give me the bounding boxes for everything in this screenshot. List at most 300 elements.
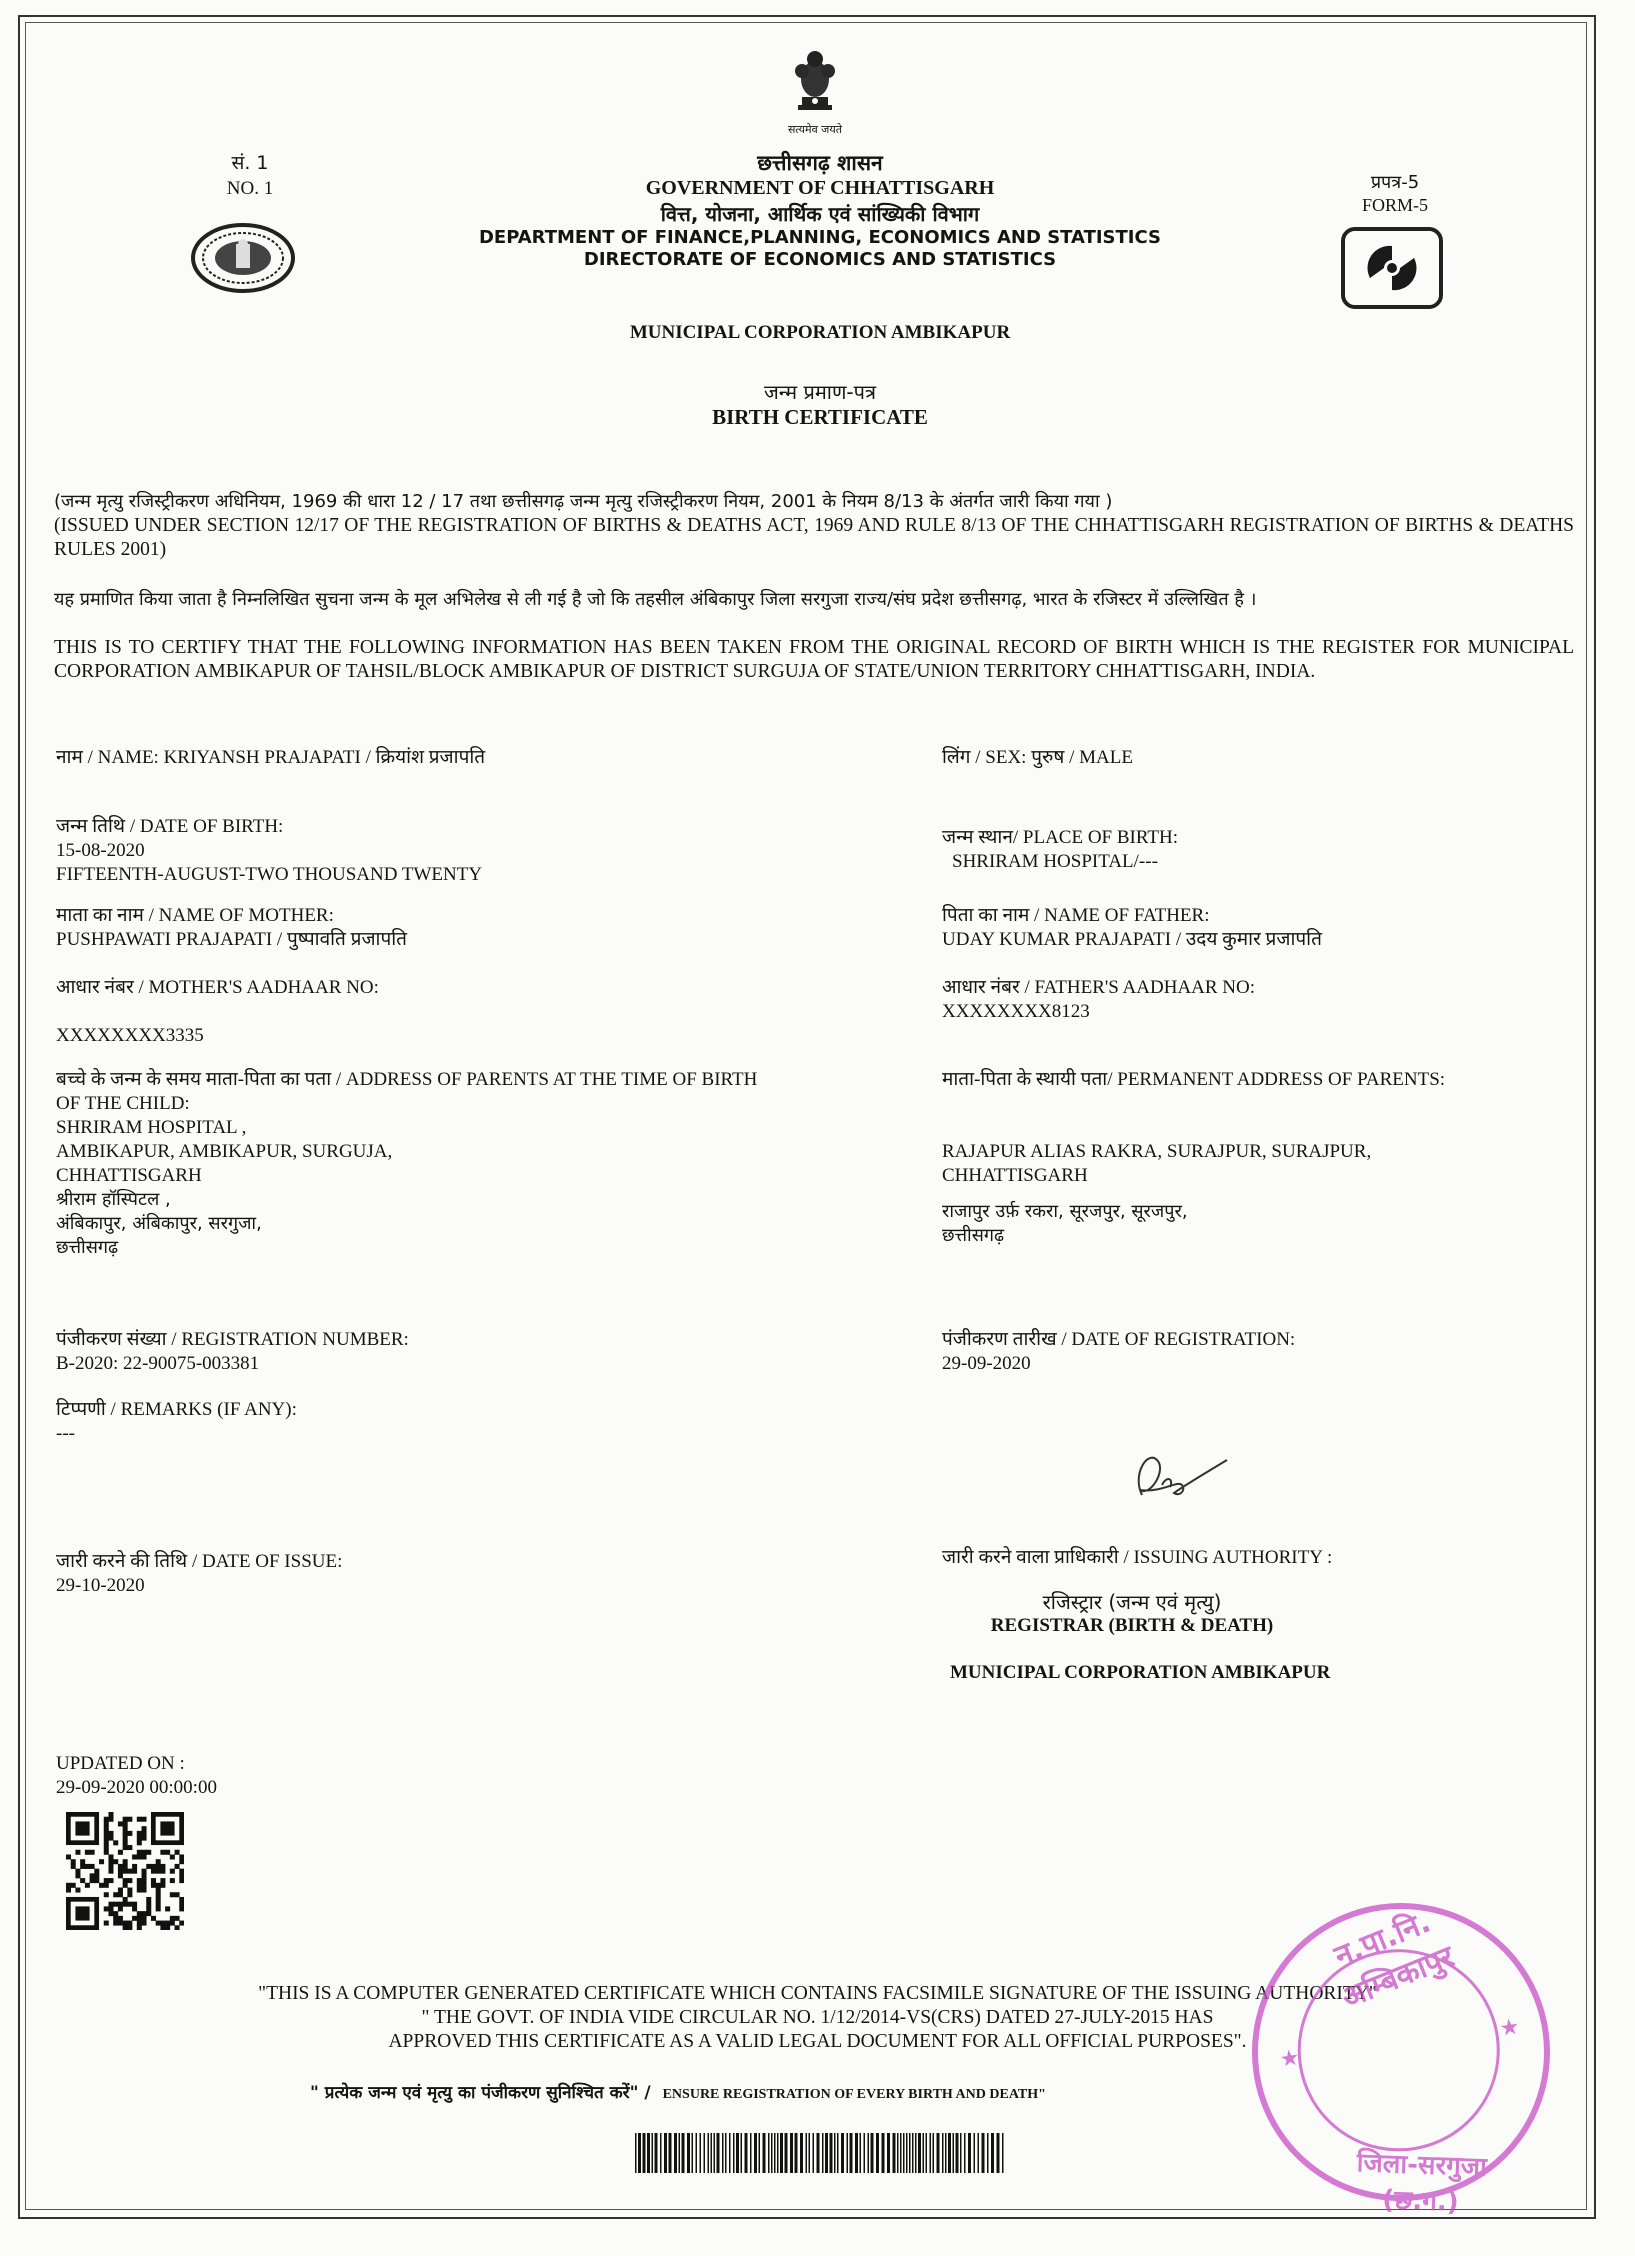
- barcode-bar: [926, 2133, 928, 2173]
- birth-address-line-en: SHRIRAM HOSPITAL ,: [56, 1117, 247, 1138]
- barcode-bar: [933, 2133, 935, 2173]
- stamp-star-icon: ★: [1278, 2045, 1302, 2073]
- qr-module: [66, 1883, 71, 1888]
- qr-module: [108, 1869, 113, 1874]
- qr-module: [104, 1821, 109, 1826]
- qr-module: [156, 1883, 161, 1888]
- qr-module: [118, 1864, 123, 1869]
- mother-name-value: PUSHPAWATI PRAJAPATI / पुष्पावति प्रजापति: [56, 929, 408, 950]
- barcode-bar: [906, 2133, 908, 2173]
- barcode-bar: [768, 2133, 770, 2173]
- birth-address-label: बच्चे के जन्म के समय माता-पिता का पता / ADDRESS OF PARENTS AT THE TIME OF BIRTH: [56, 1069, 758, 1090]
- qr-module: [132, 1864, 137, 1869]
- qr-module: [170, 1878, 175, 1883]
- registrar-title-en: REGISTRAR (BIRTH & DEATH): [990, 1615, 1274, 1636]
- qr-module: [142, 1878, 147, 1883]
- qr-module: [108, 1906, 113, 1911]
- barcode: [635, 2133, 1005, 2173]
- barcode-bar: [953, 2133, 955, 2173]
- qr-module: [156, 1869, 161, 1874]
- barcode-bar: [763, 2133, 766, 2173]
- qr-module: [142, 1836, 147, 1841]
- barcode-bar: [960, 2133, 962, 2173]
- barcode-bar: [991, 2133, 994, 2173]
- barcode-bar: [736, 2133, 739, 2173]
- qr-module: [151, 1869, 156, 1874]
- barcode-bar: [987, 2133, 989, 2173]
- qr-module: [123, 1902, 128, 1907]
- birth-address-line-en: AMBIKAPUR, AMBIKAPUR, SURGUJA,: [56, 1141, 393, 1162]
- qr-module: [127, 1831, 132, 1836]
- authority-organisation: MUNICIPAL CORPORATION AMBIKAPUR: [950, 1662, 1331, 1683]
- qr-module: [137, 1921, 142, 1926]
- barcode-bar: [912, 2133, 914, 2173]
- barcode-bar: [647, 2133, 650, 2173]
- permanent-address-line-hi: छत्तीसगढ़: [942, 1225, 1005, 1246]
- qr-module: [118, 1921, 123, 1926]
- qr-finder: [160, 1821, 174, 1835]
- qr-module: [142, 1873, 147, 1878]
- qr-module: [108, 1864, 113, 1869]
- qr-module: [132, 1906, 137, 1911]
- sex: लिंग / SEX: पुरुष / MALE: [942, 747, 1133, 768]
- qr-module: [142, 1888, 147, 1893]
- barcode-bar: [643, 2133, 646, 2173]
- qr-module: [118, 1902, 123, 1907]
- qr-module: [146, 1850, 151, 1855]
- qr-module: [113, 1902, 118, 1907]
- barcode-bar: [806, 2133, 808, 2173]
- barcode-bar: [722, 2133, 724, 2173]
- barcode-bar: [893, 2133, 896, 2173]
- birth-address-label-cont: OF THE CHILD:: [56, 1093, 190, 1114]
- barcode-bar: [830, 2133, 833, 2173]
- qr-module: [160, 1869, 165, 1874]
- qr-module: [127, 1878, 132, 1883]
- qr-module: [170, 1921, 175, 1926]
- barcode-bar: [855, 2133, 858, 2173]
- registration-number-block: [56, 1328, 409, 1376]
- barcode-bar: [847, 2133, 849, 2173]
- footer-note: " THE GOVT. OF INDIA VIDE CIRCULAR NO. 1/12/2014-VS(CRS) DATED 27-JULY-2015 HAS: [421, 2007, 1214, 2028]
- qr-module: [132, 1869, 137, 1874]
- barcode-bar: [733, 2133, 735, 2173]
- barcode-bar: [997, 2133, 1000, 2173]
- qr-module: [104, 1906, 109, 1911]
- footer-note: APPROVED THIS CERTIFICATE AS A VALID LEGAL DOCUMENT FOR ALL OFFICIAL PURPOSES".: [388, 2031, 1247, 2052]
- serial-number-en: NO. 1: [226, 178, 274, 199]
- barcode-bar: [692, 2133, 694, 2173]
- issued-under-hi: (जन्म मृत्यु रजिस्ट्रीकरण अधिनियम, 1969 की धारा 12 / 17 तथा छत्तीसगढ़ जन्म मृत्यु रजिस्ट्रीकरण नियम, 2001 के नियम 8/13 के अंतर्गत जारी किया गया ): [54, 491, 1113, 512]
- qr-module: [123, 1845, 128, 1850]
- directorate-logo-icon: [1340, 226, 1444, 310]
- date-of-birth-block: [56, 815, 482, 887]
- department-title-en: DEPARTMENT OF FINANCE,PLANNING, ECONOMICS AND STATISTICS: [478, 227, 1162, 248]
- qr-module: [104, 1826, 109, 1831]
- barcode-bar: [687, 2133, 690, 2173]
- form-number-block: [1345, 172, 1445, 216]
- qr-module: [104, 1883, 109, 1888]
- barcode-bar: [900, 2133, 902, 2173]
- registration-date-label: पंजीकरण तारीख / DATE OF REGISTRATION:: [942, 1329, 1296, 1350]
- qr-module: [123, 1925, 128, 1930]
- qr-module: [151, 1916, 156, 1921]
- qr-module: [170, 1916, 175, 1921]
- qr-module: [123, 1836, 128, 1841]
- barcode-bar: [923, 2133, 925, 2173]
- barcode-bar: [771, 2133, 773, 2173]
- certify-statement-hi: यह प्रमाणित किया जाता है निम्नलिखित सुचना जन्म के मूल अभिलेख से ली गई है जो कि तहसील अंबिकापुर जिला सरगुजा राज्य/संघ प्रदेश छत्तीसगढ़, भारत के रजिस्टर में उल्लिखित है ।: [54, 589, 1257, 610]
- barcode-bar: [679, 2133, 681, 2173]
- qr-module: [75, 1888, 80, 1893]
- barcode-bar: [696, 2133, 698, 2173]
- father-name-value: UDAY KUMAR PRAJAPATI / उदय कुमार प्रजापति: [942, 929, 1322, 950]
- place-of-birth-value: SHRIRAM HOSPITAL/---: [952, 851, 1158, 872]
- qr-module: [142, 1911, 147, 1916]
- qr-module: [156, 1888, 161, 1893]
- serial-number-hi: सं. 1: [231, 152, 269, 174]
- qr-module: [127, 1869, 132, 1874]
- qr-module: [108, 1859, 113, 1864]
- qr-module: [90, 1864, 95, 1869]
- barcode-bar: [956, 2133, 959, 2173]
- stamp-top-text: न.पा.नि. अम्बिकापुर: [1329, 1904, 1460, 2016]
- barcode-bar: [817, 2133, 820, 2173]
- qr-module: [108, 1854, 113, 1859]
- qr-module: [151, 1878, 156, 1883]
- birth-address-line-hi: श्रीराम हॉस्पिटल ,: [56, 1189, 171, 1210]
- qr-module: [179, 1869, 184, 1874]
- father-name-block: [942, 904, 1322, 952]
- qr-module: [104, 1836, 109, 1841]
- barcode-bar: [822, 2133, 824, 2173]
- qr-module: [108, 1902, 113, 1907]
- qr-module: [123, 1840, 128, 1845]
- qr-module: [127, 1845, 132, 1850]
- barcode-bar: [1002, 2133, 1004, 2173]
- qr-module: [90, 1873, 95, 1878]
- qr-module: [80, 1859, 85, 1864]
- qr-module: [132, 1854, 137, 1859]
- barcode-bar: [660, 2133, 662, 2173]
- updated-on-value: 29-09-2020 00:00:00: [56, 1777, 217, 1798]
- qr-module: [137, 1888, 142, 1893]
- government-title-en: GOVERNMENT OF CHHATTISGARH: [645, 177, 995, 199]
- updated-on-block: [56, 1752, 217, 1800]
- qr-module: [132, 1916, 137, 1921]
- qr-module: [160, 1883, 165, 1888]
- barcode-bar: [700, 2133, 702, 2173]
- qr-module: [85, 1850, 90, 1855]
- form-number-hi: प्रपत्र-5: [1370, 172, 1420, 193]
- barcode-bar: [903, 2133, 905, 2173]
- qr-module: [175, 1850, 180, 1855]
- qr-module: [104, 1831, 109, 1836]
- birth-address-block: [56, 1068, 757, 1260]
- place-of-birth-label: जन्म स्थान/ PLACE OF BIRTH:: [942, 827, 1178, 848]
- qr-module: [137, 1836, 142, 1841]
- qr-module: [179, 1873, 184, 1878]
- qr-module: [123, 1831, 128, 1836]
- barcode-bar: [682, 2133, 685, 2173]
- permanent-address-label: माता-पिता के स्थायी पता/ PERMANENT ADDRESS OF PARENTS:: [942, 1069, 1446, 1090]
- barcode-bar: [729, 2133, 731, 2173]
- barcode-bar: [945, 2133, 947, 2173]
- qr-module: [104, 1845, 109, 1850]
- barcode-bar: [841, 2133, 844, 2173]
- qr-module: [118, 1892, 123, 1897]
- barcode-bar: [708, 2133, 710, 2173]
- qr-module: [151, 1883, 156, 1888]
- barcode-bar: [711, 2133, 713, 2173]
- qr-module: [123, 1864, 128, 1869]
- qr-module: [175, 1916, 180, 1921]
- barcode-bar: [704, 2133, 706, 2173]
- qr-code: [66, 1812, 184, 1930]
- qr-module: [156, 1859, 161, 1864]
- qr-module: [160, 1850, 165, 1855]
- qr-module: [142, 1826, 147, 1831]
- qr-module: [123, 1817, 128, 1822]
- qr-module: [142, 1916, 147, 1921]
- qr-module: [142, 1869, 147, 1874]
- qr-module: [170, 1854, 175, 1859]
- qr-module: [113, 1859, 118, 1864]
- qr-module: [123, 1859, 128, 1864]
- qr-module: [104, 1817, 109, 1822]
- barcode-bar: [937, 2133, 940, 2173]
- remarks-block: [56, 1398, 297, 1446]
- barcode-bar: [882, 2133, 885, 2173]
- form-number-en: FORM-5: [1361, 195, 1428, 215]
- date-of-birth-value: 15-08-2020: [56, 840, 145, 861]
- qr-module: [165, 1850, 170, 1855]
- qr-module: [137, 1854, 142, 1859]
- certificate-title-en: BIRTH CERTIFICATE: [712, 405, 928, 429]
- barcode-bar: [982, 2133, 985, 2173]
- qr-module: [123, 1878, 128, 1883]
- state-seal-icon: [190, 222, 296, 294]
- qr-module: [137, 1817, 142, 1822]
- stamp-star-icon: ★: [1498, 2014, 1522, 2042]
- qr-module: [127, 1892, 132, 1897]
- barcode-bar: [850, 2133, 853, 2173]
- qr-module: [118, 1869, 123, 1874]
- barcode-bar: [918, 2133, 921, 2173]
- qr-module: [137, 1831, 142, 1836]
- qr-module: [179, 1921, 184, 1926]
- qr-module: [179, 1854, 184, 1859]
- issue-date-value: 29-10-2020: [56, 1575, 145, 1596]
- emblem-motto: सत्यमेव जयते: [787, 123, 842, 136]
- barcode-bar: [809, 2133, 811, 2173]
- directorate-title: DIRECTORATE OF ECONOMICS AND STATISTICS: [583, 249, 1057, 270]
- qr-module: [99, 1883, 104, 1888]
- qr-module: [113, 1921, 118, 1926]
- barcode-bar: [795, 2133, 798, 2173]
- qr-module: [142, 1817, 147, 1822]
- qr-module: [90, 1850, 95, 1855]
- barcode-bar: [897, 2133, 899, 2173]
- qr-module: [104, 1892, 109, 1897]
- issue-date-label: जारी करने की तिथि / DATE OF ISSUE:: [56, 1551, 343, 1572]
- stamp-bottom-text: जिला-सरगुजा (छ.ग.): [1356, 2148, 1488, 2218]
- qr-module: [179, 1878, 184, 1883]
- qr-module: [108, 1878, 113, 1883]
- issue-date-block: [56, 1550, 342, 1598]
- qr-module: [104, 1878, 109, 1883]
- qr-module: [137, 1878, 142, 1883]
- qr-module: [123, 1883, 128, 1888]
- barcode-bar: [741, 2133, 743, 2173]
- qr-module: [123, 1897, 128, 1902]
- qr-module: [71, 1864, 76, 1869]
- qr-module: [127, 1902, 132, 1907]
- barcode-bar: [754, 2133, 757, 2173]
- barcode-bar: [750, 2133, 752, 2173]
- qr-module: [142, 1850, 147, 1855]
- qr-finder: [75, 1821, 89, 1835]
- qr-module: [160, 1878, 165, 1883]
- barcode-bar: [876, 2133, 879, 2173]
- qr-module: [71, 1883, 76, 1888]
- mother-name-label: माता का नाम / NAME OF MOTHER:: [56, 905, 334, 926]
- date-of-birth-words: FIFTEENTH-AUGUST-TWO THOUSAND TWENTY: [56, 864, 483, 885]
- qr-module: [132, 1902, 137, 1907]
- qr-module: [99, 1859, 104, 1864]
- certificate-title-hi: जन्म प्रमाण-पत्र: [763, 380, 877, 404]
- barcode-bar: [774, 2133, 776, 2173]
- qr-module: [127, 1925, 132, 1930]
- corporation-title: MUNICIPAL CORPORATION AMBIKAPUR: [629, 322, 1011, 343]
- qr-module: [160, 1925, 165, 1930]
- father-aadhaar-block: [942, 976, 1255, 1024]
- qr-module: [104, 1850, 109, 1855]
- certify-statement-en: THIS IS TO CERTIFY THAT THE FOLLOWING INFORMATION HAS BEEN TAKEN FROM THE ORIGINAL RECORD OF BIRTH WHICH IS THE REGISTER FOR MUNICIPAL CORPORATION AMBIKAPUR OF TAHSIL/BLOCK AMBIKAPUR OF DISTRICT SURGUJA OF STATE/UNION TERRITORY CHHATTISGARH, INDIA.: [54, 637, 1574, 682]
- qr-module: [142, 1831, 147, 1836]
- qr-module: [146, 1864, 151, 1869]
- qr-module: [142, 1921, 147, 1926]
- barcode-bar: [725, 2133, 727, 2173]
- qr-module: [75, 1869, 80, 1874]
- slogan-hi: " प्रत्येक जन्म एवं मृत्यु का पंजीकरण सुनिश्चित करें" /: [310, 2083, 651, 2103]
- barcode-bar: [942, 2133, 944, 2173]
- barcode-bar: [714, 2133, 716, 2173]
- qr-module: [156, 1902, 161, 1907]
- mother-name-block: [56, 904, 407, 952]
- barcode-bar: [669, 2133, 672, 2173]
- qr-module: [113, 1892, 118, 1897]
- qr-module: [137, 1850, 142, 1855]
- qr-module: [175, 1864, 180, 1869]
- registration-number-label: पंजीकरण संख्या / REGISTRATION NUMBER:: [56, 1329, 409, 1350]
- barcode-bar: [868, 2133, 870, 2173]
- barcode-bar: [930, 2133, 932, 2173]
- barcode-bar: [635, 2133, 637, 2173]
- qr-module: [137, 1911, 142, 1916]
- mother-aadhaar-value: XXXXXXXX3335: [56, 1025, 204, 1046]
- qr-module: [146, 1897, 151, 1902]
- qr-module: [160, 1921, 165, 1926]
- barcode-bar: [813, 2133, 815, 2173]
- qr-module: [156, 1864, 161, 1869]
- qr-module: [85, 1883, 90, 1888]
- national-emblem: [780, 45, 850, 135]
- mother-aadhaar-label: आधार नंबर / MOTHER'S AADHAAR NO:: [56, 977, 379, 998]
- header-block: [420, 150, 1220, 271]
- barcode-bar: [837, 2133, 839, 2173]
- qr-module: [123, 1826, 128, 1831]
- barcode-bar: [717, 2133, 720, 2173]
- barcode-bar: [652, 2133, 654, 2173]
- qr-module: [94, 1869, 99, 1874]
- registration-date-value: 29-09-2020: [942, 1353, 1031, 1374]
- qr-module: [66, 1854, 71, 1859]
- barcode-bar: [674, 2133, 677, 2173]
- barcode-bar: [974, 2133, 976, 2173]
- qr-module: [179, 1906, 184, 1911]
- barcode-bar: [664, 2133, 667, 2173]
- qr-module: [113, 1916, 118, 1921]
- qr-module: [146, 1902, 151, 1907]
- qr-module: [108, 1817, 113, 1822]
- qr-module: [156, 1897, 161, 1902]
- qr-module: [137, 1916, 142, 1921]
- qr-module: [118, 1916, 123, 1921]
- qr-module: [113, 1840, 118, 1845]
- qr-module: [80, 1864, 85, 1869]
- permanent-address-line-hi: राजापुर उर्फ़ रकरा, सूरजपुर, सूरजपुर,: [942, 1201, 1188, 1222]
- qr-module: [118, 1906, 123, 1911]
- qr-module: [165, 1925, 170, 1930]
- slogan: [310, 2080, 1046, 2103]
- barcode-bar: [780, 2133, 783, 2173]
- qr-module: [146, 1911, 151, 1916]
- barcode-bar: [909, 2133, 911, 2173]
- qr-module: [151, 1864, 156, 1869]
- qr-module: [118, 1821, 123, 1826]
- qr-module: [108, 1831, 113, 1836]
- slogan-en: ENSURE REGISTRATION OF EVERY BIRTH AND DEATH": [662, 2087, 1046, 2102]
- qr-module: [118, 1873, 123, 1878]
- qr-module: [142, 1854, 147, 1859]
- qr-module: [123, 1921, 128, 1926]
- qr-module: [127, 1888, 132, 1893]
- qr-module: [123, 1821, 128, 1826]
- barcode-bar: [655, 2133, 658, 2173]
- issuing-authority-label: जारी करने वाला प्राधिकारी / ISSUING AUTHORITY :: [942, 1547, 1333, 1568]
- qr-module: [137, 1925, 142, 1930]
- barcode-bar: [915, 2133, 917, 2173]
- barcode-bar: [759, 2133, 761, 2173]
- barcode-bar: [864, 2133, 866, 2173]
- barcode-bar: [964, 2133, 966, 2173]
- father-name-label: पिता का नाम / NAME OF FATHER:: [942, 905, 1210, 926]
- qr-module: [179, 1897, 184, 1902]
- qr-module: [71, 1859, 76, 1864]
- qr-module: [85, 1864, 90, 1869]
- father-aadhaar-value: XXXXXXXX8123: [942, 1001, 1090, 1022]
- registrar-block: [942, 1590, 1322, 1638]
- qr-module: [108, 1812, 113, 1817]
- certificate-title: [420, 380, 1220, 430]
- barcode-bar: [834, 2133, 836, 2173]
- qr-module: [127, 1817, 132, 1822]
- qr-module: [156, 1906, 161, 1911]
- issued-under-en: (ISSUED UNDER SECTION 12/17 OF THE REGISTRATION OF BIRTHS & DEATHS ACT, 1969 AND RULE 8/13 OF THE CHHATTISGARH REGISTRATION OF BIRTHS & DEATHS RULES 2001): [54, 515, 1574, 560]
- qr-module: [90, 1878, 95, 1883]
- qr-module: [179, 1859, 184, 1864]
